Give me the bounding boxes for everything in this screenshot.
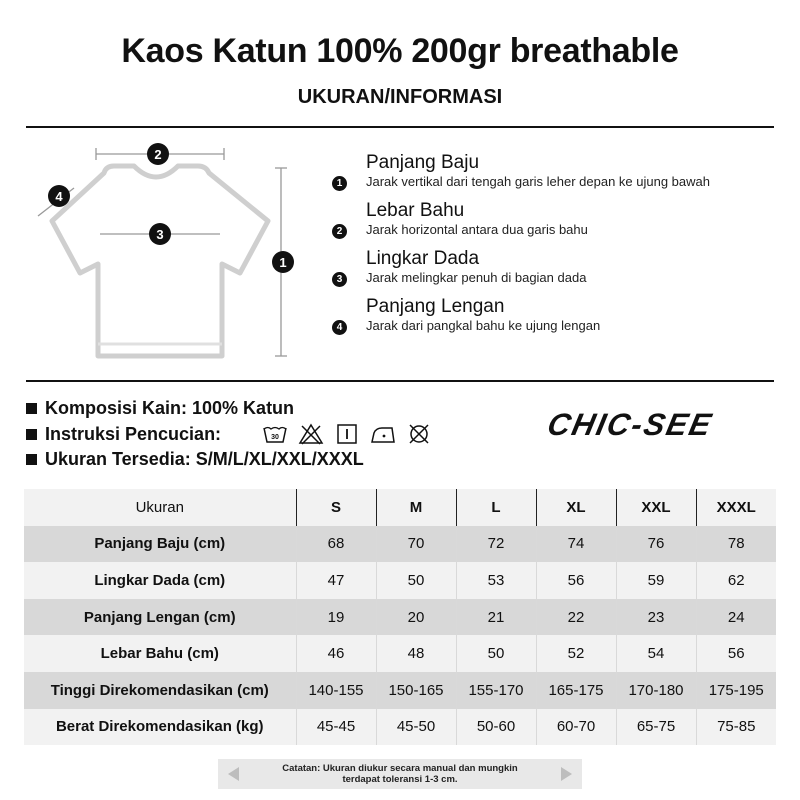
note-text: Catatan: Ukuran diukur secara manual dan mungkin terdapat toleransi 1-3 cm. bbox=[282, 763, 518, 785]
table-cell: 170-180 bbox=[616, 672, 696, 709]
table-cell: 68 bbox=[296, 526, 376, 563]
spec-sizes-text: Ukuran Tersedia: S/M/L/XL/XXL/XXXL bbox=[45, 449, 364, 469]
table-cell: 20 bbox=[376, 599, 456, 636]
marker-2-label: 2 bbox=[154, 147, 162, 162]
row-label: Berat Direkomendasikan (kg) bbox=[24, 709, 296, 746]
arrow-right-icon[interactable] bbox=[561, 767, 572, 781]
note-bar bbox=[218, 759, 582, 789]
row-label: Panjang Baju (cm) bbox=[24, 526, 296, 563]
spec-composition-text: Komposisi Kain: 100% Katun bbox=[45, 398, 295, 418]
marker-3-label: 3 bbox=[156, 227, 164, 242]
legend-description: Jarak horizontal antara dua garis bahu bbox=[366, 222, 588, 237]
row-label: Tinggi Direkomendasikan (cm) bbox=[24, 672, 296, 709]
wash-instruction-icons bbox=[262, 423, 432, 445]
legend-title: Lingkar Dada bbox=[366, 248, 480, 269]
spec-composition bbox=[24, 396, 524, 422]
header-cell-size: XXL bbox=[616, 489, 696, 526]
marker-1-label: 1 bbox=[279, 255, 287, 270]
legend-description: Jarak melingkar penuh di bagian dada bbox=[366, 270, 587, 285]
legend-description: Jarak dari pangkal bahu ke ujung lengan bbox=[366, 318, 601, 333]
table-row bbox=[24, 635, 776, 672]
table-cell: 53 bbox=[456, 562, 536, 599]
page-title: Kaos Katun 100% 200gr breathable bbox=[121, 32, 679, 70]
arrow-left-icon[interactable] bbox=[228, 767, 239, 781]
table-cell: 140-155 bbox=[296, 672, 376, 709]
wash-30-icon bbox=[262, 423, 288, 445]
table-cell: 65-75 bbox=[616, 709, 696, 746]
product-specs bbox=[24, 396, 524, 473]
table-cell: 59 bbox=[616, 562, 696, 599]
row-label: Lingkar Dada (cm) bbox=[24, 562, 296, 599]
table-cell: 175-195 bbox=[696, 672, 776, 709]
spec-sizes bbox=[24, 447, 524, 473]
table-cell: 54 bbox=[616, 635, 696, 672]
table-cell: 70 bbox=[376, 526, 456, 563]
table-header-row bbox=[24, 489, 776, 526]
no-dry-clean-icon bbox=[406, 423, 432, 445]
legend-description: Jarak vertikal dari tengah garis leher depan ke ujung bawah bbox=[366, 174, 710, 189]
no-bleach-icon bbox=[298, 423, 324, 445]
header-cell-size: M bbox=[376, 489, 456, 526]
legend-item-lingkar-dada bbox=[328, 248, 768, 296]
table-row bbox=[24, 709, 776, 746]
table-cell: 150-165 bbox=[376, 672, 456, 709]
table-cell: 155-170 bbox=[456, 672, 536, 709]
table-cell: 21 bbox=[456, 599, 536, 636]
header-cell-size: XXXL bbox=[696, 489, 776, 526]
table-cell: 60-70 bbox=[536, 709, 616, 746]
top-divider bbox=[26, 126, 774, 128]
wash-temp-label: 30 bbox=[271, 433, 279, 441]
square-bullet-icon bbox=[26, 429, 37, 440]
middle-divider bbox=[26, 380, 774, 382]
legend-number: 3 bbox=[332, 272, 347, 287]
legend-title: Panjang Baju bbox=[366, 152, 480, 173]
legend-number: 2 bbox=[332, 224, 347, 239]
table-cell: 19 bbox=[296, 599, 376, 636]
tshirt-outline bbox=[52, 166, 268, 356]
table-cell: 48 bbox=[376, 635, 456, 672]
header-cell-size: S bbox=[296, 489, 376, 526]
legend-item-lebar-bahu bbox=[328, 200, 768, 248]
table-cell: 45-50 bbox=[376, 709, 456, 746]
table-cell: 165-175 bbox=[536, 672, 616, 709]
measurement-legend bbox=[328, 152, 768, 344]
legend-title: Lebar Bahu bbox=[366, 200, 465, 221]
table-row bbox=[24, 562, 776, 599]
square-bullet-icon bbox=[26, 403, 37, 414]
row-label: Lebar Bahu (cm) bbox=[24, 635, 296, 672]
tumble-dry-icon bbox=[334, 423, 360, 445]
marker-4-label: 4 bbox=[55, 189, 63, 204]
table-row bbox=[24, 672, 776, 709]
table-row bbox=[24, 599, 776, 636]
table-cell: 52 bbox=[536, 635, 616, 672]
table-cell: 72 bbox=[456, 526, 536, 563]
legend-title: Panjang Lengan bbox=[366, 296, 505, 317]
header-cell-label: Ukuran bbox=[24, 489, 296, 526]
table-cell: 74 bbox=[536, 526, 616, 563]
table-cell: 45-45 bbox=[296, 709, 376, 746]
table-cell: 22 bbox=[536, 599, 616, 636]
table-cell: 75-85 bbox=[696, 709, 776, 746]
table-cell: 56 bbox=[696, 635, 776, 672]
legend-number: 4 bbox=[332, 320, 347, 335]
table-cell: 62 bbox=[696, 562, 776, 599]
legend-number: 1 bbox=[332, 176, 347, 191]
iron-low-icon bbox=[370, 423, 396, 445]
table-cell: 23 bbox=[616, 599, 696, 636]
table-cell: 50 bbox=[376, 562, 456, 599]
table-cell: 50-60 bbox=[456, 709, 536, 746]
brand-logo: CHIC-SEE bbox=[544, 407, 716, 442]
table-cell: 78 bbox=[696, 526, 776, 563]
table-row bbox=[24, 526, 776, 563]
table-cell: 47 bbox=[296, 562, 376, 599]
table-cell: 46 bbox=[296, 635, 376, 672]
table-cell: 24 bbox=[696, 599, 776, 636]
square-bullet-icon bbox=[26, 454, 37, 465]
spec-washing bbox=[24, 422, 524, 448]
size-chart-table bbox=[24, 489, 776, 745]
legend-item-panjang-baju bbox=[328, 152, 768, 200]
header-cell-size: XL bbox=[536, 489, 616, 526]
row-label: Panjang Lengan (cm) bbox=[24, 599, 296, 636]
tshirt-measurement-diagram bbox=[26, 136, 306, 371]
table-cell: 76 bbox=[616, 526, 696, 563]
legend-item-panjang-lengan bbox=[328, 296, 768, 344]
spec-washing-text: Instruksi Pencucian: bbox=[45, 423, 222, 444]
table-cell: 56 bbox=[536, 562, 616, 599]
page-subtitle: UKURAN/INFORMASI bbox=[297, 86, 503, 108]
table-cell: 50 bbox=[456, 635, 536, 672]
header-cell-size: L bbox=[456, 489, 536, 526]
